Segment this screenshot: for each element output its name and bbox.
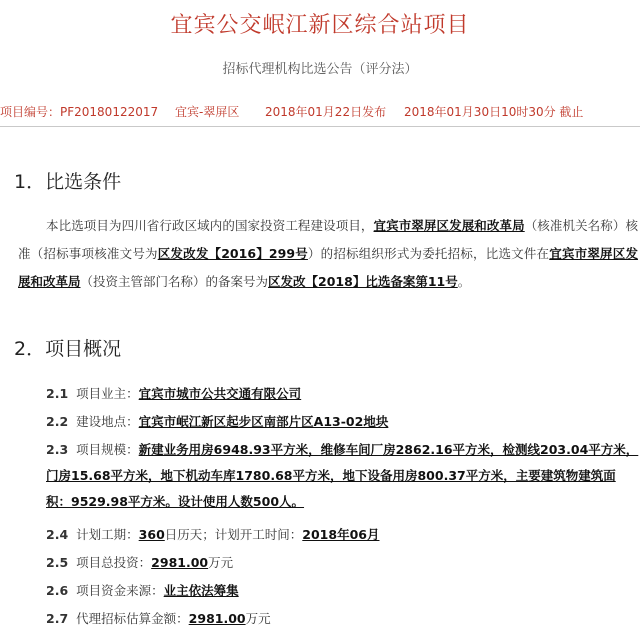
item-mid-text: 日历天；计划开工时间： [164, 527, 303, 542]
filing-number: 区发改【2018】比选备案第11号 [268, 274, 458, 289]
item-label: 项目资金来源： [76, 583, 164, 598]
text: 。 [457, 274, 471, 289]
item-duration: 360 [138, 527, 165, 542]
publish-date: 2018年01月22日发布 [265, 105, 387, 119]
item-value: 新建业务用房6948.93平方米，维修车间厂房2862.16平方米，检测线203.04平方米，门房15.68平方米，地下机动车库1780.68平方米，地下设备用房800.37平方米，主要建筑物建筑面积：9529.98平方米。设计使用人数500人。 [46, 442, 639, 509]
section-heading-overview: 2．项目概况 [14, 338, 122, 360]
item-label: 建设地点： [76, 414, 139, 429]
item-number: 2.5 [46, 555, 69, 570]
item-location [46, 409, 640, 435]
item-number: 2.4 [46, 527, 69, 542]
text: 本比选项目为四川省行政区域内的国家投资工程建设项目， [46, 218, 374, 233]
item-funding-source [46, 578, 640, 604]
item-value: 2981.00 [188, 611, 246, 626]
item-label: 项目总投资： [76, 555, 152, 570]
item-total-investment [46, 550, 640, 576]
deadline: 2018年01月30日10时30分 截止 [404, 105, 584, 119]
item-value: 2981.00 [151, 555, 209, 570]
item-label: 计划工期： [76, 527, 139, 542]
investment-authority: 宜宾市翠屏区发展和改革局 [18, 246, 638, 289]
item-label: 代理招标估算金额： [76, 611, 189, 626]
item-start-date: 2018年06月 [302, 527, 380, 542]
approval-authority: 宜宾市翠屏区发展和改革局 [373, 218, 525, 233]
item-unit: 万元 [245, 611, 271, 626]
item-label: 项目规模： [76, 442, 139, 457]
section-heading-conditions: 1．比选条件 [14, 171, 122, 193]
item-value: 宜宾市城市公共交通有限公司 [138, 386, 302, 401]
region: 宜宾-翠屏区 [175, 105, 240, 119]
text: （投资主管部门名称）的备案号为 [80, 274, 269, 289]
item-number: 2.3 [46, 442, 69, 457]
item-owner [46, 381, 640, 407]
item-scale [46, 437, 640, 515]
project-number: 项目编号：PF20180122017 [0, 105, 159, 119]
item-number: 2.1 [46, 386, 69, 401]
item-schedule [46, 522, 640, 548]
item-number: 2.2 [46, 414, 69, 429]
item-unit: 万元 [208, 555, 234, 570]
page-subtitle: 招标代理机构比选公告（评分法） [222, 62, 418, 77]
approval-doc-number: 区发改发【2016】299号 [157, 246, 308, 261]
text: （核准机关名称）核准（招标事项核准文号为 [18, 218, 638, 261]
conditions-paragraph [18, 212, 638, 296]
item-value: 宜宾市岷江新区起步区南部片区A13-02地块 [138, 414, 389, 429]
item-number: 2.7 [46, 611, 69, 626]
item-label: 项目业主： [76, 386, 139, 401]
meta-bar [0, 103, 640, 121]
text: ）的招标组织形式为委托招标，比选文件在 [307, 246, 550, 261]
page-title: 宜宾公交岷江新区综合站项目 [170, 13, 470, 38]
divider [0, 126, 640, 127]
item-value: 业主依法筹集 [163, 583, 239, 598]
item-estimated-amount [46, 606, 640, 632]
item-number: 2.6 [46, 583, 69, 598]
